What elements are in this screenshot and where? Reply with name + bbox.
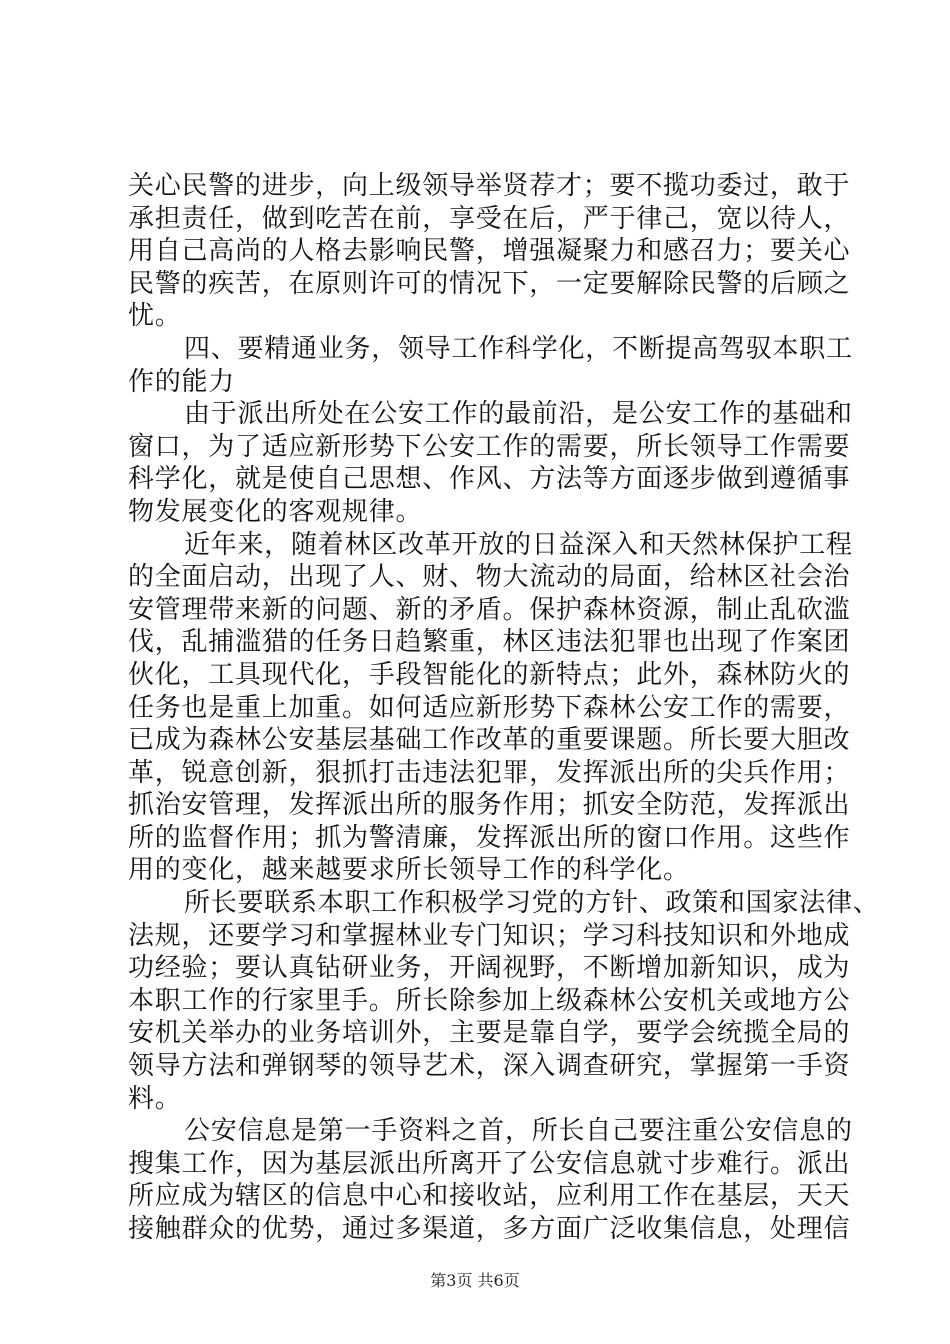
text-line: 忧。 (128, 301, 182, 332)
text-line: 接触群众的优势，通过多渠道，多方面广泛收集信息，处理信 (128, 1214, 851, 1244)
paragraph-start: 由于派出所处在公安工作的最前沿，是公安工作的基础和 (184, 399, 853, 430)
text-line: 抓治安管理，发挥派出所的服务作用；抓安全防范，发挥派出 (128, 790, 851, 821)
text-line: 本职工作的行家里手。所长除参加上级森林公安机关或地方公 (128, 985, 851, 1016)
text-line: 关心民警的进步，向上级领导举贤荐才；要不揽功委过，敢于 (128, 171, 851, 201)
text-line: 料。 (128, 1083, 182, 1114)
text-line: 革，锐意创新，狠抓打击违法犯罪，发挥派出所的尖兵作用； (128, 757, 851, 788)
text-line: 物发展变化的客观规律。 (128, 496, 423, 527)
text-line: 承担责任，做到吃苦在前，享受在后，严于律己，宽以待人， (128, 203, 851, 234)
text-line: 的全面启动，出现了人、财、物大流动的局面，给林区社会治 (128, 562, 851, 593)
page-footer (0, 1271, 950, 1291)
text-line: 伙化，工具现代化，手段智能化的新特点；此外，森林防火的 (128, 659, 851, 690)
paragraph-start: 公安信息是第一手资料之首，所长自己要注重公安信息的 (184, 1116, 853, 1147)
text-line: 已成为森林公安基层基础工作改革的重要课题。所长要大胆改 (128, 725, 851, 756)
text-line: 所的监督作用；抓为警清廉，发挥派出所的窗口作用。这些作 (128, 822, 851, 853)
paragraph-start: 近年来，随着林区改革开放的日益深入和天然林保护工程 (184, 529, 853, 560)
document-body (128, 170, 880, 1246)
text-line: 领导方法和弹钢琴的领导艺术，深入调查研究，掌握第一手资 (128, 1051, 851, 1082)
section-heading: 四、要精通业务，领导工作科学化，不断提高驾驭本职工 (184, 333, 853, 364)
text-line: 任务也是重上加重。如何适应新形势下森林公安工作的需要， (128, 692, 851, 723)
text-line: 窗口，为了适应新形势下公安工作的需要，所长领导工作需要 (128, 431, 851, 462)
text-line: 安管理带来新的问题、新的矛盾。保护森林资源，制止乱砍滥 (128, 594, 851, 625)
text-line: 用的变化，越来越要求所长领导工作的科学化。 (128, 855, 690, 886)
text-line: 法规，还要学习和掌握林业专门知识；学习科技知识和外地成 (128, 920, 851, 951)
page-number-label: 第3页 共6页 (430, 1271, 520, 1290)
text-line: 伐，乱捕滥猎的任务日趋繁重，林区违法犯罪也出现了作案团 (128, 627, 851, 658)
text-line: 所应成为辖区的信息中心和接收站，应利用工作在基层，天天 (128, 1181, 851, 1212)
text-line: 科学化，就是使自己思想、作风、方法等方面逐步做到遵循事 (128, 464, 851, 495)
text-line: 安机关举办的业务培训外，主要是靠自学，要学会统揽全局的 (128, 1018, 851, 1049)
paragraph-start: 所长要联系本职工作积极学习党的方针、政策和国家法律、 (184, 888, 880, 919)
text-line: 民警的疾苦，在原则许可的情况下，一定要解除民警的后顾之 (128, 268, 851, 299)
text-line: 功经验；要认真钻研业务，开阔视野，不断增加新知识，成为 (128, 953, 851, 984)
text-line: 搜集工作，因为基层派出所离开了公安信息就寸步难行。派出 (128, 1148, 851, 1179)
section-heading-continued: 作的能力 (128, 366, 236, 397)
text-line: 用自己高尚的人格去影响民警，增强凝聚力和感召力；要关心 (128, 236, 851, 267)
